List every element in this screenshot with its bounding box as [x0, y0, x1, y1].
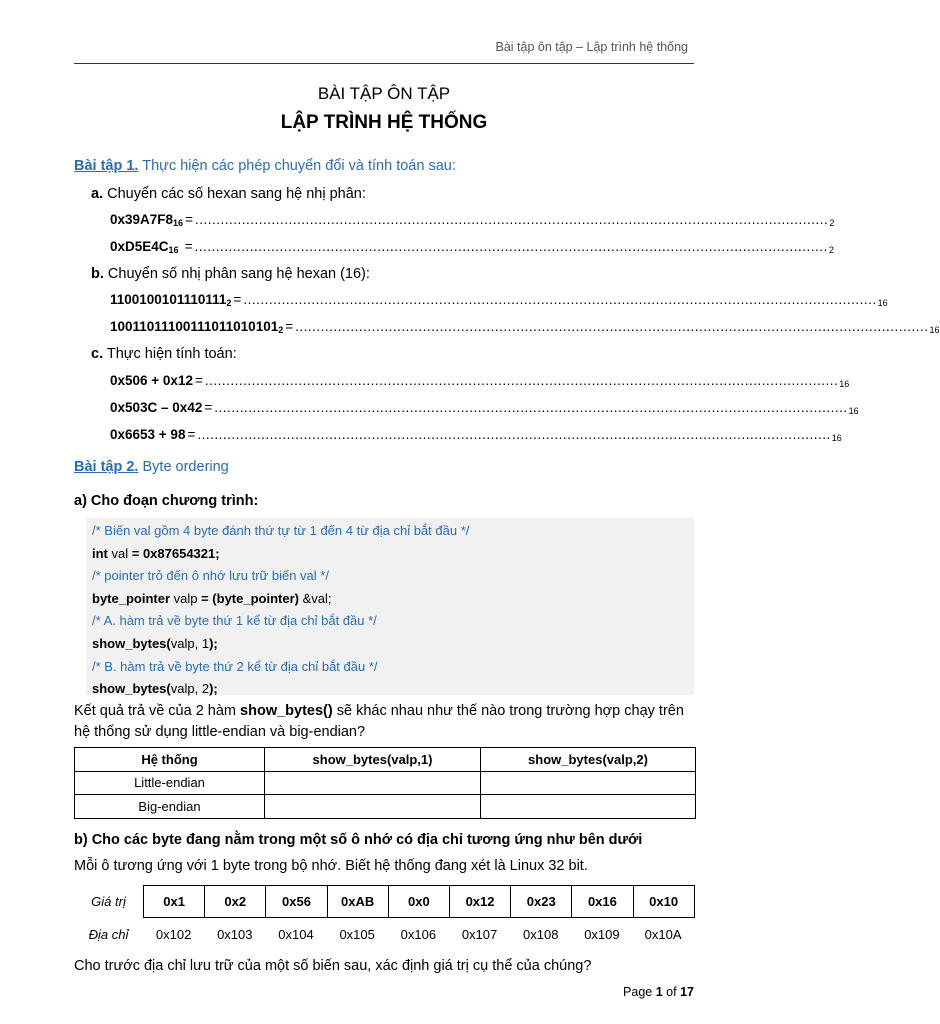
doc-title-line2: LẬP TRÌNH HỆ THỐNG	[280, 112, 488, 133]
eq-base: 16	[877, 298, 888, 308]
ex1-part-a	[91, 186, 366, 202]
ex1-c-item-3	[110, 427, 842, 443]
memory-cell: 0x16	[572, 886, 633, 918]
eq-value: 0x503C – 0x42	[110, 400, 203, 415]
eq-sign: =	[187, 427, 196, 442]
answer-blank: .....................................................................................................................................................	[194, 212, 829, 227]
ex1-b-item-1	[110, 292, 888, 308]
code-line: byte_pointer valp = (byte_pointer) &val;	[92, 590, 332, 606]
code-comment: /* pointer trỏ đến ô nhớ lưu trữ biến val */	[92, 568, 329, 584]
running-head: Bài tập ôn tập – Lập trình hệ thống	[495, 40, 688, 54]
eq-base: 2	[828, 245, 834, 255]
table-row	[75, 795, 696, 819]
exercise-2-label: Bài tập 2.	[74, 459, 139, 475]
exercise-1-heading	[74, 158, 456, 174]
ex2-question: Kết quả trả về của 2 hàm show_bytes() sẽ khác nhau như thế nào trong trường hợp chạy trên hệ thống sử dụng little-endian và big-endian?	[74, 703, 684, 740]
eq-sign: =	[184, 239, 193, 254]
eq-base: 16	[831, 433, 842, 443]
function-name: show_bytes()	[240, 703, 333, 719]
memory-cell: 0x56	[266, 886, 327, 918]
ex1-a-marker: a.	[91, 186, 104, 202]
memory-cell: 0xAB	[328, 886, 389, 918]
endianness-table	[74, 747, 696, 819]
address-cell: 0x10A	[644, 926, 682, 942]
ex1-b-item-2	[110, 319, 940, 335]
answer-blank: .....................................................................................................................................................	[295, 319, 929, 334]
code-line: show_bytes(valp, 2);	[92, 681, 218, 697]
answer-blank: .....................................................................................................................................................	[243, 292, 877, 307]
ex2-part-a-heading: a) Cho đoạn chương trình:	[74, 493, 259, 509]
eq-value: 0x6653 + 98	[110, 427, 186, 442]
answer-blank: .....................................................................................................................................................	[197, 427, 831, 442]
table-header-row	[75, 748, 696, 772]
address-row-label: Địa chỉ	[88, 926, 129, 942]
ex1-part-c	[91, 346, 237, 362]
address-cell: 0x108	[523, 926, 559, 942]
ex2-final-question: Cho trước địa chỉ lưu trữ của một số biến sau, xác định giá trị cụ thể của chúng?	[74, 958, 592, 974]
eq-base: 16	[839, 379, 850, 389]
answer-blank: .....................................................................................................................................................	[204, 373, 839, 388]
address-cell: 0x106	[400, 926, 437, 942]
ex1-c-item-2	[110, 400, 859, 416]
address-cell: 0x105	[339, 926, 375, 942]
eq-sign: =	[194, 373, 203, 388]
exercise-1-label: Bài tập 1.	[74, 158, 139, 174]
code-comment: /* A. hàm trả về byte thứ 1 kể từ địa chỉ bắt đầu */	[92, 613, 377, 629]
memory-cell: 0x23	[511, 886, 572, 918]
answer-blank: .....................................................................................................................................................	[214, 400, 848, 415]
table-cell	[265, 771, 481, 795]
eq-sign: =	[285, 319, 294, 334]
ex1-a-item-2	[110, 239, 834, 255]
doc-title-line1: BÀI TẬP ÔN TẬP	[317, 84, 451, 103]
ex1-c-marker: c.	[91, 346, 104, 362]
exercise-1-text: Thực hiện các phép chuyển đổi và tính toán sau:	[142, 158, 456, 174]
eq-value: $0x39A7F8_{16}$	[110, 212, 184, 228]
eq-sign: =	[185, 212, 193, 227]
memory-cell: 0x2	[205, 886, 266, 918]
table-row	[75, 771, 696, 795]
ex1-b-marker: b.	[91, 266, 104, 282]
memory-cells	[143, 885, 695, 918]
code-line: int val = 0x87654321;	[92, 545, 220, 561]
ex1-part-b	[91, 266, 370, 282]
table-cell: Big-endian	[75, 795, 265, 819]
eq-base: 2	[829, 218, 835, 228]
address-cell: 0x102	[155, 926, 192, 942]
page-total: 17	[680, 985, 694, 999]
page-number: 1	[655, 985, 663, 999]
eq-value: $10011011100111011010101_2$	[110, 319, 284, 335]
memory-cell: 0x1	[144, 886, 205, 918]
eq-sign: =	[204, 400, 213, 415]
memory-cell: 0x10	[634, 886, 695, 918]
ex1-a-item-1	[110, 212, 835, 228]
table-cell	[481, 795, 696, 819]
ex1-a-text: Chuyển các số hexan sang hệ nhị phân:	[107, 186, 366, 202]
memory-cell: 0x12	[450, 886, 511, 918]
ex2-part-b-text: Mỗi ô tương ứng với 1 byte trong bộ nhớ. Biết hệ thống đang xét là Linux 32 bit.	[74, 858, 588, 874]
ex1-c-text: Thực hiện tính toán:	[106, 346, 237, 362]
eq-sign: =	[233, 292, 242, 307]
table-header: Hệ thống	[75, 748, 265, 772]
header-rule	[74, 63, 694, 64]
exercise-2-text: Byte ordering	[142, 459, 229, 475]
eq-base: 16	[929, 325, 940, 335]
memory-table	[74, 885, 696, 950]
address-cell: 0x103	[217, 926, 253, 942]
memory-addresses-row	[74, 918, 696, 950]
address-cell: 0x109	[584, 926, 620, 942]
ex1-c-item-1	[110, 373, 850, 389]
address-cells	[143, 918, 694, 950]
ex2-part-b-heading: b) Cho các byte đang nằm trong một số ô nhớ có địa chỉ tương ứng như bên dưới	[74, 832, 643, 848]
code-block	[86, 518, 694, 695]
address-cell: 0x104	[278, 926, 314, 942]
table-cell	[265, 795, 481, 819]
code-comment: /* Biến val gồm 4 byte đánh thứ tự từ 1 đến 4 từ địa chỉ bắt đầu */	[92, 523, 470, 538]
value-row-label: Giá trị	[91, 894, 126, 909]
memory-values-row	[74, 885, 696, 918]
table-cell	[481, 771, 696, 795]
answer-blank: .....................................................................................................................................................	[194, 239, 828, 254]
code-comment: /* B. hàm trả về byte thứ 2 kể từ địa chỉ bắt đầu */	[92, 658, 378, 674]
eq-value: $1100100101110111_2$	[110, 292, 232, 308]
eq-value: 0x506 + 0x12	[110, 373, 193, 388]
address-cell: 0x107	[461, 926, 498, 942]
table-header: show_bytes(valp,2)	[481, 748, 696, 772]
memory-cell: 0x0	[389, 886, 450, 918]
table-cell: Little-endian	[75, 771, 265, 795]
page-footer: Page 1 of 17	[623, 985, 694, 999]
eq-value: $0xD5E4C_{16}$	[110, 239, 179, 255]
exercise-2-heading	[74, 459, 229, 475]
code-line: show_bytes(valp, 1);	[92, 635, 218, 651]
ex1-b-text: Chuyển số nhị phân sang hệ hexan (16):	[107, 266, 370, 282]
table-header: show_bytes(valp,1)	[265, 748, 481, 772]
eq-base: 16	[848, 406, 859, 416]
